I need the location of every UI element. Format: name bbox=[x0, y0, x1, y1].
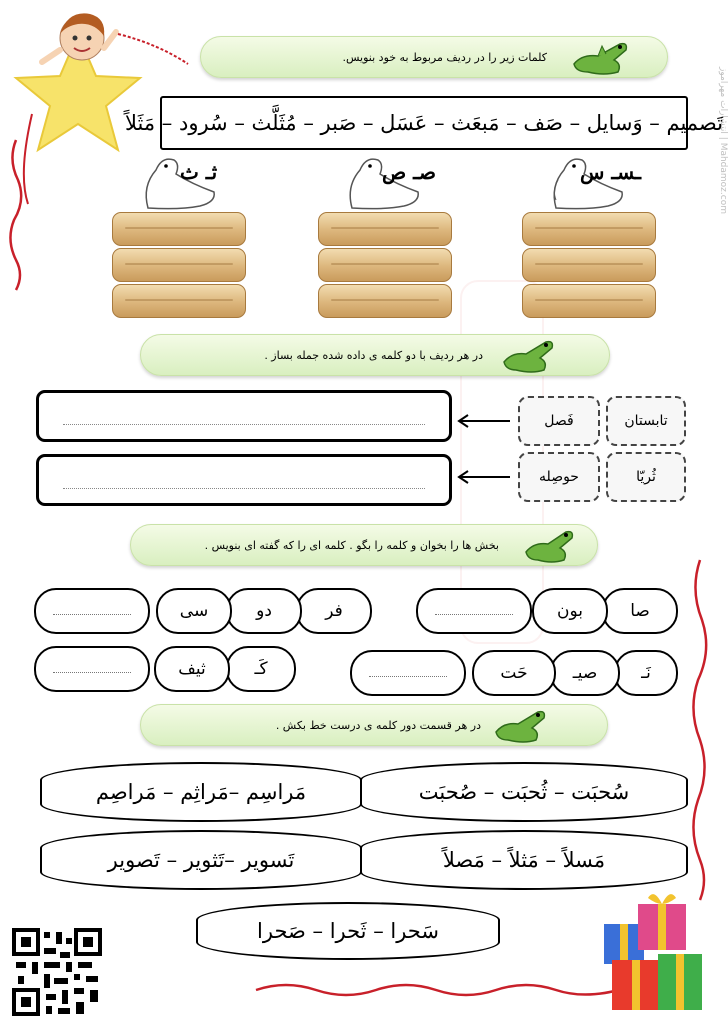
bottom-ribbon-decoration bbox=[256, 972, 626, 1002]
word-list-box bbox=[125, 96, 723, 150]
crocodile-icon bbox=[490, 700, 548, 746]
word-choice-3[interactable]: مَسلاً – مَثلاً – مَصلاً bbox=[360, 830, 688, 890]
sentence-answer-box-2[interactable] bbox=[36, 454, 452, 506]
seal-label-2: صـ ص bbox=[382, 160, 436, 184]
arrow-left-icon bbox=[456, 470, 512, 484]
answer-oval-left-2[interactable] bbox=[34, 646, 150, 692]
word-tag-pleiades: ثُریّا bbox=[606, 452, 686, 502]
word-choice-4[interactable]: تَسویر –تَثویر – تَصویر bbox=[40, 830, 362, 890]
seal-label-1: ـسـ س bbox=[580, 160, 641, 184]
syllable-sa: صا bbox=[602, 588, 678, 634]
plank-left-2[interactable] bbox=[112, 248, 246, 282]
word-tag-patience: حوصِله bbox=[518, 452, 600, 502]
syllable-far: فر bbox=[296, 588, 372, 634]
word-choice-2[interactable]: مَراسِم –مَراثِم – مَراصِم bbox=[40, 762, 362, 822]
syllable-hat: حَت bbox=[472, 650, 556, 696]
plank-left-3[interactable] bbox=[112, 284, 246, 318]
syllable-na: نَـ bbox=[614, 650, 678, 696]
instruction-text-4: در هر قسمت دور کلمه ی درست خط بکش . bbox=[275, 718, 481, 732]
crocodile-icon bbox=[498, 332, 556, 376]
plank-right-1[interactable] bbox=[522, 212, 656, 246]
syllable-do: دو bbox=[226, 588, 302, 634]
word-choice-1[interactable]: سُحبَت – ثُحبَت – صُحبَت bbox=[360, 762, 688, 822]
instruction-text-1: کلمات زیر را در ردیف مربوط به خود بنویس. bbox=[342, 50, 547, 64]
syllable-bun: بون bbox=[532, 588, 608, 634]
publisher-watermark: انتشارات مهرآموز | Mahdamoz.com bbox=[718, 66, 728, 214]
left-ribbon-decoration bbox=[6, 140, 26, 290]
syllable-sif: ثیف bbox=[154, 646, 230, 692]
plank-left-1[interactable] bbox=[112, 212, 246, 246]
arrow-left-icon bbox=[456, 414, 512, 428]
syllable-si-2: سی bbox=[156, 588, 232, 634]
syllable-ka: کَـ bbox=[226, 646, 296, 692]
sentence-answer-box-1[interactable] bbox=[36, 390, 452, 442]
syllable-si: صیـ bbox=[550, 650, 620, 696]
qr-code bbox=[10, 926, 104, 1018]
plank-middle-1[interactable] bbox=[318, 212, 452, 246]
word-list-text: تَصمیم – وَسایل – صَف – مَبعَث – عَسَل – صَبر – مُثَلَّث – سُرود – مَثَلاً bbox=[125, 111, 723, 135]
gift-boxes-illustration bbox=[598, 884, 708, 1014]
word-tag-season: فَصل bbox=[518, 396, 600, 446]
word-tag-summer: تابستان bbox=[606, 396, 686, 446]
plank-middle-3[interactable] bbox=[318, 284, 452, 318]
right-ribbon-decoration bbox=[684, 560, 714, 900]
plank-middle-2[interactable] bbox=[318, 248, 452, 282]
crocodile-icon bbox=[568, 34, 632, 78]
instruction-text-2: در هر ردیف با دو کلمه ی داده شده جمله بساز . bbox=[264, 348, 483, 362]
answer-oval-left-1[interactable] bbox=[34, 588, 150, 634]
instruction-text-3: بخش ها را بخوان و کلمه را بگو . کلمه ای را که گفته ای بنویس . bbox=[204, 538, 499, 552]
answer-oval-right-1[interactable] bbox=[416, 588, 532, 634]
answer-oval-right-2[interactable] bbox=[350, 650, 466, 696]
crocodile-icon bbox=[522, 522, 574, 566]
word-choice-5[interactable]: سَحرا – ثَحرا – صَحرا bbox=[196, 902, 500, 960]
plank-right-2[interactable] bbox=[522, 248, 656, 282]
plank-right-3[interactable] bbox=[522, 284, 656, 318]
seal-label-3: ثـ ث bbox=[180, 160, 218, 184]
